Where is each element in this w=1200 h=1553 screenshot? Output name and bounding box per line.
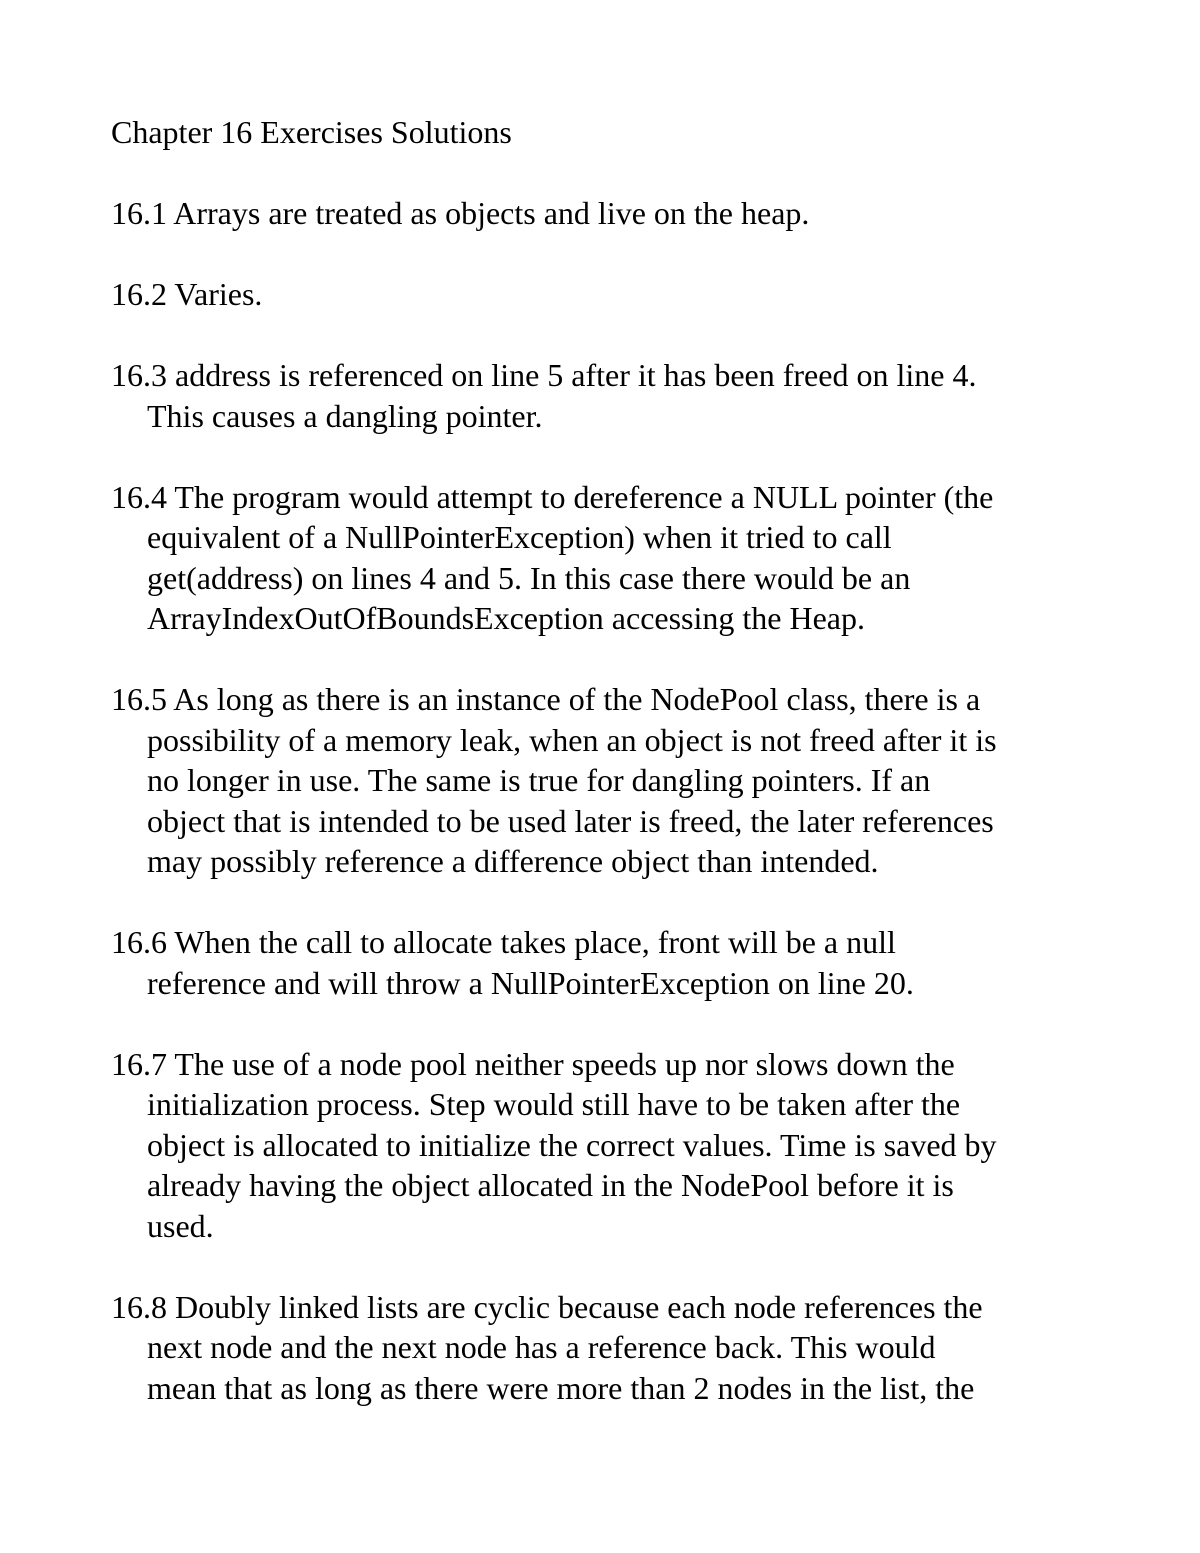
exercise-line: ArrayIndexOutOfBoundsException accessing the Heap. [147, 600, 865, 636]
exercise-line: next node and the next node has a reference back. This would [147, 1329, 936, 1365]
exercise-16-4 [111, 477, 1100, 639]
exercise-line: get(address) on lines 4 and 5. In this case there would be an [147, 559, 911, 596]
exercise-line: object that is intended to be used later is freed, the later references [147, 802, 994, 839]
exercise-line: 16.5 As long as there is an instance of the NodePool class, there is a [111, 681, 981, 717]
exercise-16-5 [111, 679, 1100, 882]
exercise-16-7 [111, 1044, 1100, 1247]
exercise-line: equivalent of a NullPointerException) when it tried to call [147, 519, 892, 555]
exercise-line: used. [147, 1207, 214, 1244]
exercise-16-2 [111, 274, 1100, 315]
exercise-line: 16.8 Doubly linked lists are cyclic because each node references the [111, 1288, 983, 1325]
exercise-line: 16.1 Arrays are treated as objects and live on the heap. [111, 195, 810, 231]
exercise-16-3 [111, 355, 1100, 436]
exercise-line: initialization process. Step would still have to be taken after the [147, 1086, 961, 1122]
exercise-16-8 [111, 1287, 1100, 1409]
exercise-line: no longer in use. The same is true for dangling pointers. If an [147, 762, 931, 798]
exercise-line: possibility of a memory leak, when an object is not freed after it is [147, 721, 997, 758]
exercise-16-6 [111, 922, 1100, 1003]
exercise-line: 16.4 The program would attempt to dereference a NULL pointer (the [111, 478, 994, 515]
exercise-line: already having the object allocated in the NodePool before it is [147, 1167, 954, 1203]
exercise-line: 16.2 Varies. [111, 276, 263, 312]
exercise-line: 16.7 The use of a node pool neither speeds up nor slows down the [111, 1045, 955, 1082]
exercise-line: mean that as long as there were more than 2 nodes in the list, the [147, 1369, 975, 1406]
exercise-line: may possibly reference a difference object than intended. [147, 843, 879, 879]
exercise-line: 16.3 address is referenced on line 5 after it has been freed on line 4. [111, 357, 977, 393]
exercise-line: reference and will throw a NullPointerException on line 20. [147, 964, 914, 1001]
exercise-16-1 [111, 193, 1100, 234]
exercise-line: 16.6 When the call to allocate takes place, front will be a null [111, 924, 896, 960]
document-title: Chapter 16 Exercises Solutions [111, 114, 512, 150]
exercise-line: This causes a dangling pointer. [147, 397, 543, 434]
exercise-line: object is allocated to initialize the correct values. Time is saved by [147, 1126, 997, 1163]
